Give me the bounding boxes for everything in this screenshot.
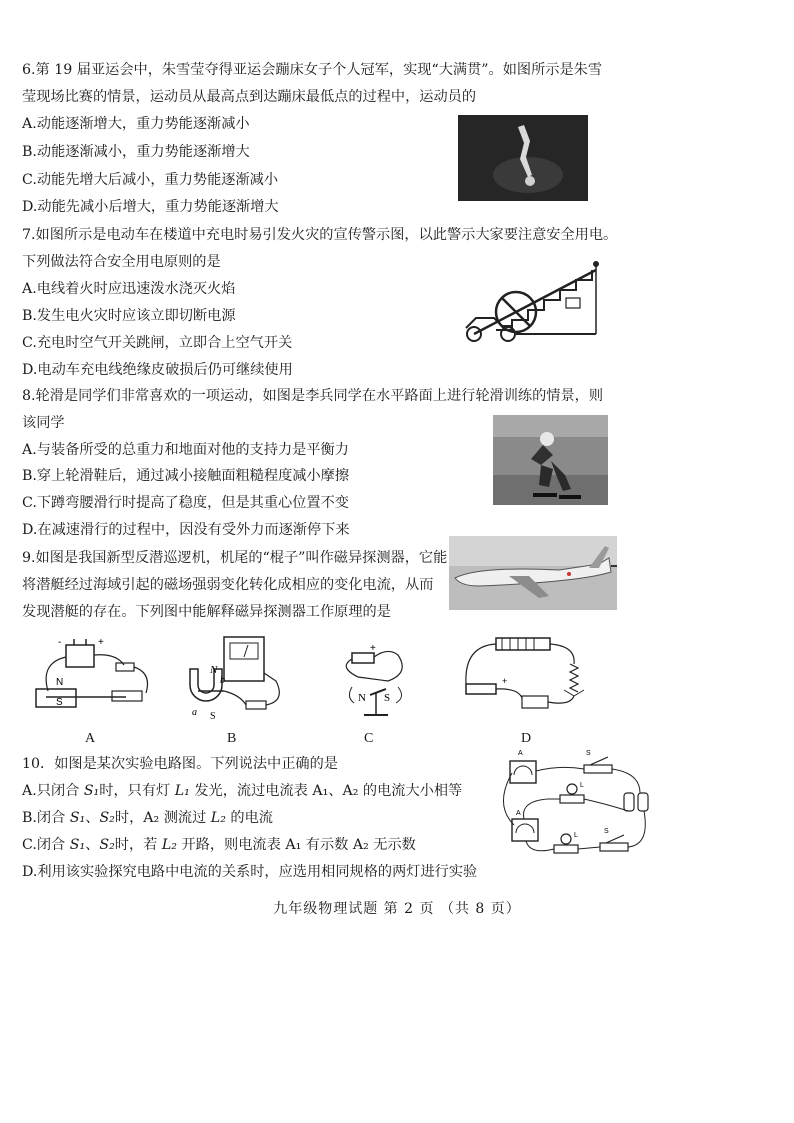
svg-text:b: b [220, 675, 225, 686]
q7-option-c: C.充电时空气开关跳闸，立即合上空气开关 [22, 335, 293, 351]
q8-option-b: B.穿上轮滑鞋后，通过减小接触面粗糙程度减小摩擦 [22, 468, 350, 484]
svg-text:+: + [502, 676, 508, 686]
page-footer: 九年级物理试题 第 2 页 （共 8 页） [273, 901, 521, 917]
q7-option-b: B.发生电火灾时应该立即切断电源 [22, 308, 236, 324]
q9-stem-line3: 发现潜艇的存在。下列图中能解释磁异探测器工作原理的是 [22, 604, 391, 620]
stairwell-charging-warning-figure [456, 256, 604, 348]
q8-option-a: A.与装备所受的总重力和地面对他的支持力是平衡力 [22, 442, 349, 458]
svg-text:A: A [516, 810, 521, 817]
option-c-circuit-figure [338, 643, 423, 723]
caption-c: C [364, 731, 374, 746]
q9-stem-line1: 9.如图是我国新型反潜巡逻机，机尾的“棍子”叫作磁异探测器，它能 [22, 550, 448, 566]
q6-option-d: D.动能先减小后增大，重力势能逐渐增大 [22, 199, 279, 215]
q10-option-c: C.闭合 S₁、S₂时，若 L₂ 开路，则电流表 A₁ 有示数 A₂ 无示数 [22, 837, 416, 853]
svg-text:N: N [56, 677, 64, 688]
q7-option-d: D.电动车充电线绝缘皮破损后仍可继续使用 [22, 362, 293, 378]
svg-text:S: S [604, 828, 609, 835]
svg-text:L: L [574, 832, 578, 839]
q10-option-d: D.利用该实验探究电路中电流的关系时，应选用相同规格的两灯进行实验 [22, 864, 478, 880]
option-d-circuit-figure [458, 634, 590, 724]
q6-stem-line2: 莹现场比赛的情景，运动员从最高点到达蹦床最低点的过程中，运动员的 [22, 89, 477, 105]
svg-text:+: + [98, 637, 104, 648]
svg-text:-: - [58, 637, 62, 648]
q8-option-d: D.在减速滑行的过程中，因没有受外力而逐渐停下来 [22, 522, 350, 538]
q7-option-a: A.电线着火时应迅速泼水浇灭火焰 [22, 281, 236, 297]
patrol-aircraft-photo [449, 536, 617, 610]
rollerskating-photo [493, 415, 608, 505]
q10-option-a: A.只闭合 S₁时，只有灯 L₁ 发光，流过电流表 A₁、A₂ 的电流大小相等 [22, 783, 463, 799]
svg-text:L: L [580, 782, 584, 789]
option-a-circuit-figure [26, 633, 156, 723]
svg-text:a: a [192, 707, 197, 718]
q6-option-c: C.动能先增大后减小，重力势能逐渐减小 [22, 172, 279, 188]
caption-a: A [85, 731, 96, 746]
q6-option-b: B.动能逐渐减小，重力势能逐渐增大 [22, 144, 250, 160]
svg-text:S: S [384, 692, 391, 704]
q10-stem: 10．如图是某次实验电路图。下列说法中正确的是 [22, 756, 338, 772]
svg-text:S: S [56, 697, 63, 708]
caption-b: B [227, 731, 237, 746]
svg-text:N: N [358, 692, 366, 704]
q6-stem-line1: 6.第 19 届亚运会中，朱雪莹夺得亚运会蹦床女子个人冠军，实现“大满贯”。如图所示是朱雪 [22, 62, 603, 78]
svg-text:S: S [210, 711, 216, 722]
q7-stem-line2: 下列做法符合安全用电原则的是 [22, 254, 221, 270]
q9-stem-line2: 将潜艇经过海域引起的磁场强弱变化转化成相应的变化电流，从而 [22, 577, 434, 593]
q10-option-b: B.闭合 S₁、S₂时，A₂ 测流过 L₂ 的电流 [22, 810, 273, 826]
caption-d: D [521, 731, 532, 746]
option-b-circuit-figure [180, 633, 300, 728]
q8-stem-line1: 8.轮滑是同学们非常喜欢的一项运动，如图是李兵同学在水平路面上进行轮滑训练的情景，则 [22, 388, 604, 404]
q7-stem-line1: 7.如图所示是电动车在楼道中充电时易引发火灾的宣传警示图，以此警示大家要注意安全用电。 [22, 227, 618, 243]
svg-text:S: S [586, 750, 591, 757]
q6-option-a: A.动能逐渐增大，重力势能逐渐减小 [22, 116, 250, 132]
q8-option-c: C.下蹲弯腰滑行时提高了稳度，但是其重心位置不变 [22, 495, 349, 511]
q8-stem-line2: 该同学 [22, 415, 65, 431]
svg-text:+: + [370, 643, 376, 654]
svg-text:A: A [518, 750, 523, 757]
svg-text:N: N [210, 664, 218, 676]
experiment-circuit-figure [490, 745, 658, 863]
trampoline-photo [458, 115, 588, 201]
